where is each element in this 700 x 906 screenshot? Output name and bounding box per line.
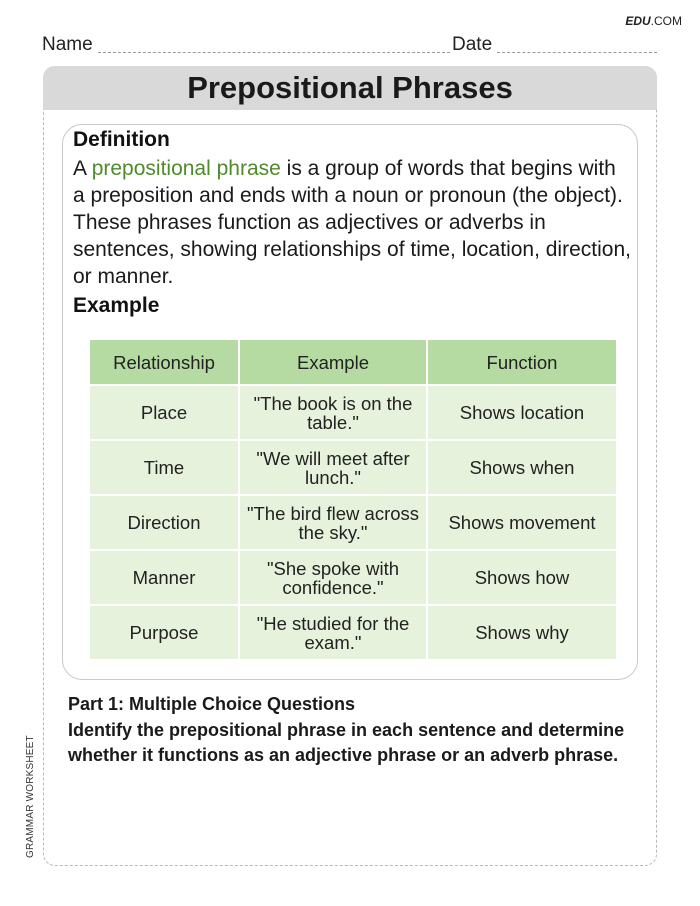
table-row [89,385,617,440]
function-cell: Shows why [427,605,617,660]
table-header-row [89,339,617,385]
example-cell: "We will meet after lunch." [239,440,427,495]
relationship-table [88,338,618,661]
relationship-cell: Time [89,440,239,495]
definition-term: prepositional phrase [91,157,281,180]
relationship-cell: Purpose [89,605,239,660]
table-row [89,440,617,495]
date-line[interactable] [497,52,657,53]
table-row [89,550,617,605]
part1-title: Part 1: Multiple Choice Questions [68,694,356,714]
name-label: Name [42,34,93,55]
column-header: Function [427,339,617,385]
side-label: GRAMMAR WORKSHEET [25,735,36,858]
relationship-cell: Manner [89,550,239,605]
column-header: Relationship [89,339,239,385]
definition-heading: Definition [73,128,170,151]
function-cell: Shows how [427,550,617,605]
example-cell: "The bird flew across the sky." [239,495,427,550]
relationship-cell: Direction [89,495,239,550]
function-cell: Shows when [427,440,617,495]
example-heading: Example [73,294,160,317]
function-cell: Shows movement [427,495,617,550]
example-cell: "The book is on the table." [239,385,427,440]
part1-instruction: Identify the prepositional phrase in each sentence and determine whether it functions as an adjective phrase or an adverb phrase. [68,720,625,765]
column-header: Example [239,339,427,385]
brand-logo: EDU.COM [625,14,682,28]
definition-text: A prepositional phrase is a group of words that begins with a preposition and ends with a noun or pronoun (the object). These phrases function as adjectives or adverbs in sentences, showing relationships of time, location, direction, or manner. [73,157,631,288]
function-cell: Shows location [427,385,617,440]
table-row [89,605,617,660]
example-cell: "He studied for the exam." [239,605,427,660]
name-line[interactable] [98,52,450,53]
table-row [89,495,617,550]
date-label: Date [452,34,493,55]
relationship-cell: Place [89,385,239,440]
example-cell: "She spoke with confidence." [239,550,427,605]
page-title: Prepositional Phrases [43,66,657,110]
name-date-row [42,32,657,54]
